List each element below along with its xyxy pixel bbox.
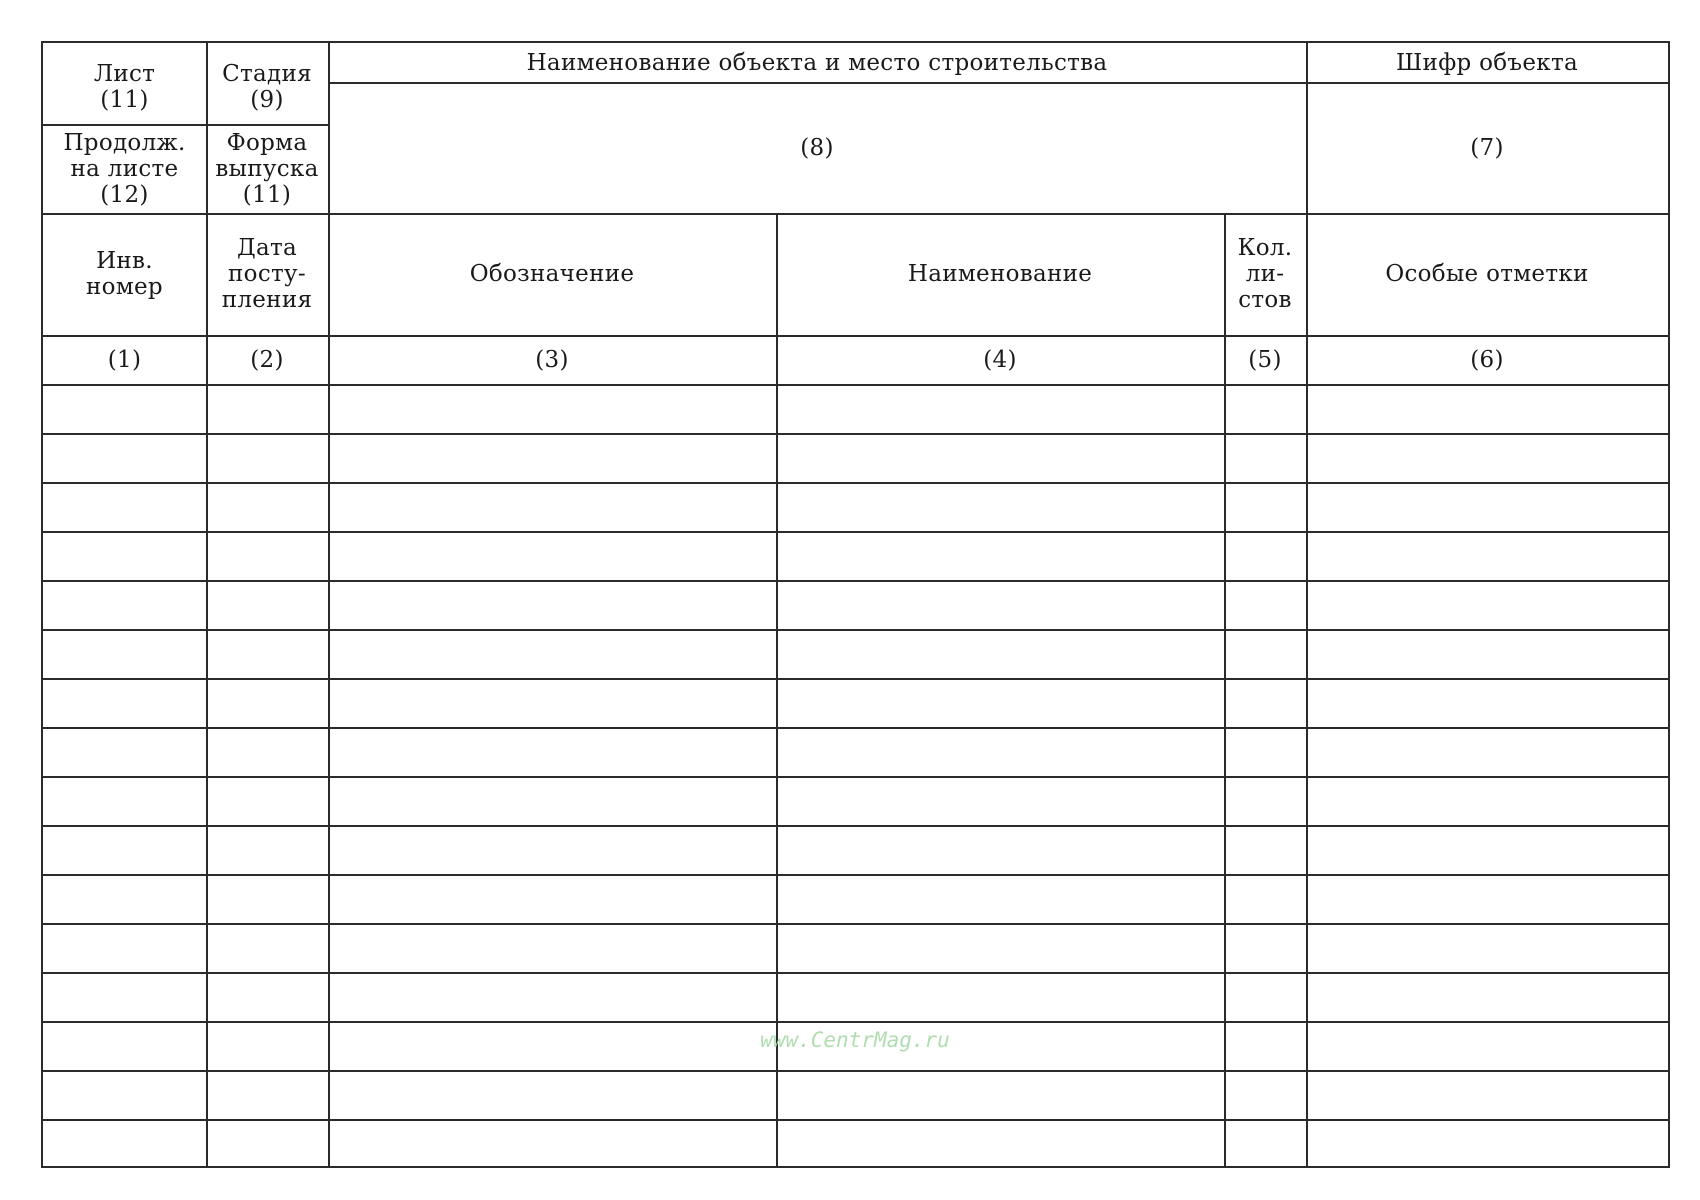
table-cell[interactable] xyxy=(1224,776,1306,825)
table-cell[interactable] xyxy=(1306,384,1668,433)
sheet-cell: Лист (11) xyxy=(93,60,156,113)
table-cell[interactable] xyxy=(776,580,1224,629)
table-cell[interactable] xyxy=(776,384,1224,433)
table-cell[interactable] xyxy=(1224,923,1306,972)
table-cell[interactable] xyxy=(776,433,1224,482)
table-cell[interactable] xyxy=(776,825,1224,874)
table-cell[interactable] xyxy=(206,678,328,727)
release-form-cell: Форма выпуска (11) xyxy=(215,129,319,208)
table-cell[interactable] xyxy=(43,1070,206,1119)
table-cell[interactable] xyxy=(1224,678,1306,727)
table-cell[interactable] xyxy=(1224,874,1306,923)
table-cell[interactable] xyxy=(776,1070,1224,1119)
table-cell[interactable] xyxy=(776,629,1224,678)
table-cell[interactable] xyxy=(1306,727,1668,776)
column-header: Кол. ли- стов xyxy=(1237,235,1293,313)
table-cell[interactable] xyxy=(328,678,776,727)
table-cell[interactable] xyxy=(328,580,776,629)
table-cell[interactable] xyxy=(1306,1021,1668,1070)
object-code-label: Шифр объекта xyxy=(1396,49,1578,76)
table-cell[interactable] xyxy=(328,482,776,531)
table-cell[interactable] xyxy=(1224,482,1306,531)
column-number: (2) xyxy=(250,346,284,373)
table-cell[interactable] xyxy=(206,776,328,825)
table-cell[interactable] xyxy=(1224,1021,1306,1070)
table-cell[interactable] xyxy=(328,923,776,972)
table-cell[interactable] xyxy=(43,1021,206,1070)
object-name-label: Наименование объекта и место строительства xyxy=(526,49,1108,76)
table-cell[interactable] xyxy=(776,727,1224,776)
column-number: (1) xyxy=(107,346,142,373)
table-cell[interactable] xyxy=(43,629,206,678)
table-cell[interactable] xyxy=(776,531,1224,580)
table-cell[interactable] xyxy=(43,727,206,776)
table-cell[interactable] xyxy=(1224,629,1306,678)
table-cell[interactable] xyxy=(206,531,328,580)
table-cell[interactable] xyxy=(1224,825,1306,874)
table-cell[interactable] xyxy=(328,874,776,923)
table-cell[interactable] xyxy=(328,825,776,874)
table-cell[interactable] xyxy=(1306,776,1668,825)
table-cell[interactable] xyxy=(43,384,206,433)
table-cell[interactable] xyxy=(206,580,328,629)
table-cell[interactable] xyxy=(1224,580,1306,629)
table-cell[interactable] xyxy=(43,580,206,629)
table-cell[interactable] xyxy=(776,923,1224,972)
table-cell[interactable] xyxy=(206,1119,328,1168)
table-cell[interactable] xyxy=(43,874,206,923)
column-number: (3) xyxy=(535,346,569,373)
table-cell[interactable] xyxy=(1306,874,1668,923)
table-cell[interactable] xyxy=(776,874,1224,923)
column-header: Обозначение xyxy=(469,261,635,287)
table-cell[interactable] xyxy=(1224,384,1306,433)
table-cell[interactable] xyxy=(206,433,328,482)
continued-on-sheet-cell: Продолж. на листе (12) xyxy=(63,129,186,208)
column-header: Дата посту- пления xyxy=(221,235,313,313)
table-cell[interactable] xyxy=(776,1119,1224,1168)
table-cell[interactable] xyxy=(328,629,776,678)
table-cell[interactable] xyxy=(206,482,328,531)
table-cell[interactable] xyxy=(1306,923,1668,972)
table-cell[interactable] xyxy=(43,825,206,874)
table-cell[interactable] xyxy=(328,531,776,580)
table-cell[interactable] xyxy=(1306,580,1668,629)
table-cell[interactable] xyxy=(328,1021,776,1070)
column-header: Особые отметки xyxy=(1385,261,1589,287)
column-number: (5) xyxy=(1248,346,1282,373)
table-cell[interactable] xyxy=(43,433,206,482)
table-cell[interactable] xyxy=(206,825,328,874)
table-cell[interactable] xyxy=(776,776,1224,825)
table-cell[interactable] xyxy=(328,776,776,825)
table-cell[interactable] xyxy=(206,384,328,433)
table-cell[interactable] xyxy=(328,1070,776,1119)
table-cell[interactable] xyxy=(43,678,206,727)
table-cell[interactable] xyxy=(43,923,206,972)
watermark: www.CentrMag.ru xyxy=(760,1028,950,1052)
table-cell[interactable] xyxy=(1224,1119,1306,1168)
table-cell[interactable] xyxy=(1224,727,1306,776)
table-cell[interactable] xyxy=(776,482,1224,531)
column-number: (6) xyxy=(1470,346,1504,373)
table-cell[interactable] xyxy=(1224,433,1306,482)
table-cell[interactable] xyxy=(1306,1070,1668,1119)
table-cell[interactable] xyxy=(1224,972,1306,1021)
table-cell[interactable] xyxy=(43,1119,206,1168)
table-cell[interactable] xyxy=(1224,531,1306,580)
table-cell[interactable] xyxy=(328,727,776,776)
table-cell[interactable] xyxy=(776,972,1224,1021)
table-cell[interactable] xyxy=(1306,825,1668,874)
document-register-form xyxy=(41,41,1670,1168)
table-cell[interactable] xyxy=(43,531,206,580)
table-cell[interactable] xyxy=(43,776,206,825)
table-cell[interactable] xyxy=(1306,678,1668,727)
table-cell[interactable] xyxy=(206,1021,328,1070)
table-cell[interactable] xyxy=(1306,1119,1668,1168)
table-cell[interactable] xyxy=(1306,531,1668,580)
table-cell[interactable] xyxy=(328,972,776,1021)
table-cell[interactable] xyxy=(328,433,776,482)
table-cell[interactable] xyxy=(206,874,328,923)
table-cell[interactable] xyxy=(206,972,328,1021)
table-cell[interactable] xyxy=(328,1119,776,1168)
table-cell[interactable] xyxy=(1224,1070,1306,1119)
stage-cell: Стадия (9) xyxy=(222,60,312,113)
table-cell[interactable] xyxy=(1306,972,1668,1021)
column-header: Наименование xyxy=(907,261,1093,287)
column-number: (4) xyxy=(983,346,1017,373)
table-cell[interactable] xyxy=(43,972,206,1021)
table-cell[interactable] xyxy=(43,482,206,531)
table-cell[interactable] xyxy=(1306,433,1668,482)
table-cell[interactable] xyxy=(328,384,776,433)
table-cell[interactable] xyxy=(206,923,328,972)
object-name-value: (8) xyxy=(800,134,834,161)
object-code-value: (7) xyxy=(1470,134,1504,161)
table-cell[interactable] xyxy=(206,1070,328,1119)
table-cell[interactable] xyxy=(206,629,328,678)
table-cell[interactable] xyxy=(776,678,1224,727)
table-cell[interactable] xyxy=(206,727,328,776)
table-cell[interactable] xyxy=(1306,629,1668,678)
table-cell[interactable] xyxy=(1306,482,1668,531)
column-header: Инв. номер xyxy=(86,248,163,300)
